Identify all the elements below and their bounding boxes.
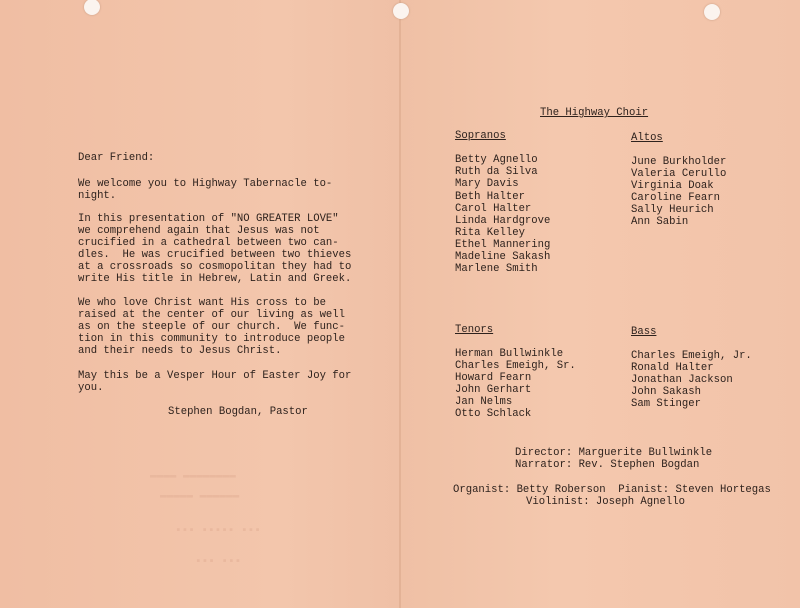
bass-heading: Bass: [631, 326, 657, 338]
letter-line: raised at the center of our living as well: [78, 309, 346, 321]
letter-line: We welcome you to Highway Tabernacle to-: [78, 178, 333, 190]
violinist-credit: Violinist: Joseph Agnello: [526, 496, 685, 508]
tenors-heading: Tenors: [455, 324, 494, 336]
narrator-credit: Narrator: Rev. Stephen Bogdan: [515, 459, 700, 471]
letter-line: as on the steeple of our church. We func-: [78, 321, 346, 333]
alto-name: Valeria Cerullo: [631, 168, 727, 180]
letter-signature: Stephen Bogdan, Pastor: [168, 406, 308, 418]
show-through-mark: ▬▬▬▬▬ ▬▬▬▬▬▬: [160, 490, 240, 502]
tenor-name: Otto Schlack: [455, 408, 532, 420]
letter-line: we comprehend again that Jesus was not: [78, 225, 320, 237]
letter-line: May this be a Vesper Hour of Easter Joy for: [78, 370, 352, 382]
punch-hole: [704, 4, 720, 20]
altos-heading: Altos: [631, 132, 663, 144]
letter-line: and their needs to Jesus Christ.: [78, 345, 282, 357]
bass-name: Sam Stinger: [631, 398, 701, 410]
sopranos-heading: Sopranos: [455, 130, 506, 142]
director-credit: Director: Marguerite Bullwinkle: [515, 447, 713, 459]
letter-line: dles. He was crucified between two thieves: [78, 249, 352, 261]
letter-line: We who love Christ want His cross to be: [78, 297, 326, 309]
bass-name: John Sakash: [631, 386, 701, 398]
alto-name: Ann Sabin: [631, 216, 689, 228]
right-page: [400, 0, 800, 608]
alto-name: Sally Heurich: [631, 204, 714, 216]
soprano-name: Carol Halter: [455, 203, 532, 215]
soprano-name: Ruth da Silva: [455, 166, 538, 178]
show-through-mark: ▪▪▪ ▪▪▪▪▪ ▪▪▪: [175, 525, 261, 537]
letter-line: at a crossroads so cosmopolitan they had to: [78, 261, 352, 273]
letter-line: crucified in a cathedral between two can-: [78, 237, 339, 249]
tenor-name: John Gerhart: [455, 384, 532, 396]
letter-line: In this presentation of "NO GREATER LOVE": [78, 213, 339, 225]
center-fold: [399, 0, 401, 608]
organist-pianist-credit: Organist: Betty Roberson Pianist: Steven Hortegas: [453, 484, 771, 496]
alto-name: Caroline Fearn: [631, 192, 721, 204]
letter-line: night.: [78, 190, 117, 202]
soprano-name: Marlene Smith: [455, 263, 538, 275]
soprano-name: Ethel Mannering: [455, 239, 551, 251]
soprano-name: Mary Davis: [455, 178, 519, 190]
alto-name: June Burkholder: [631, 156, 727, 168]
soprano-name: Madeline Sakash: [455, 251, 551, 263]
tenor-name: Herman Bullwinkle: [455, 348, 564, 360]
bass-name: Ronald Halter: [631, 362, 714, 374]
show-through-mark: ▬▬▬▬ ▬▬▬▬▬▬▬▬: [150, 470, 236, 482]
soprano-name: Beth Halter: [455, 191, 525, 203]
bass-name: Jonathan Jackson: [631, 374, 733, 386]
soprano-name: Linda Hardgrove: [455, 215, 551, 227]
punch-hole: [393, 3, 409, 19]
letter-line: you.: [78, 382, 104, 394]
tenor-name: Jan Nelms: [455, 396, 513, 408]
letter-greeting: Dear Friend:: [78, 152, 155, 164]
soprano-name: Betty Agnello: [455, 154, 538, 166]
bass-name: Charles Emeigh, Jr.: [631, 350, 752, 362]
choir-title: The Highway Choir: [540, 107, 649, 119]
alto-name: Virginia Doak: [631, 180, 714, 192]
letter-line: write His title in Hebrew, Latin and Greek.: [78, 273, 352, 285]
show-through-mark: ▪▪▪ ▪▪▪: [195, 556, 242, 568]
letter-line: tion in this community to introduce people: [78, 333, 346, 345]
tenor-name: Charles Emeigh, Sr.: [455, 360, 576, 372]
tenor-name: Howard Fearn: [455, 372, 532, 384]
soprano-name: Rita Kelley: [455, 227, 525, 239]
